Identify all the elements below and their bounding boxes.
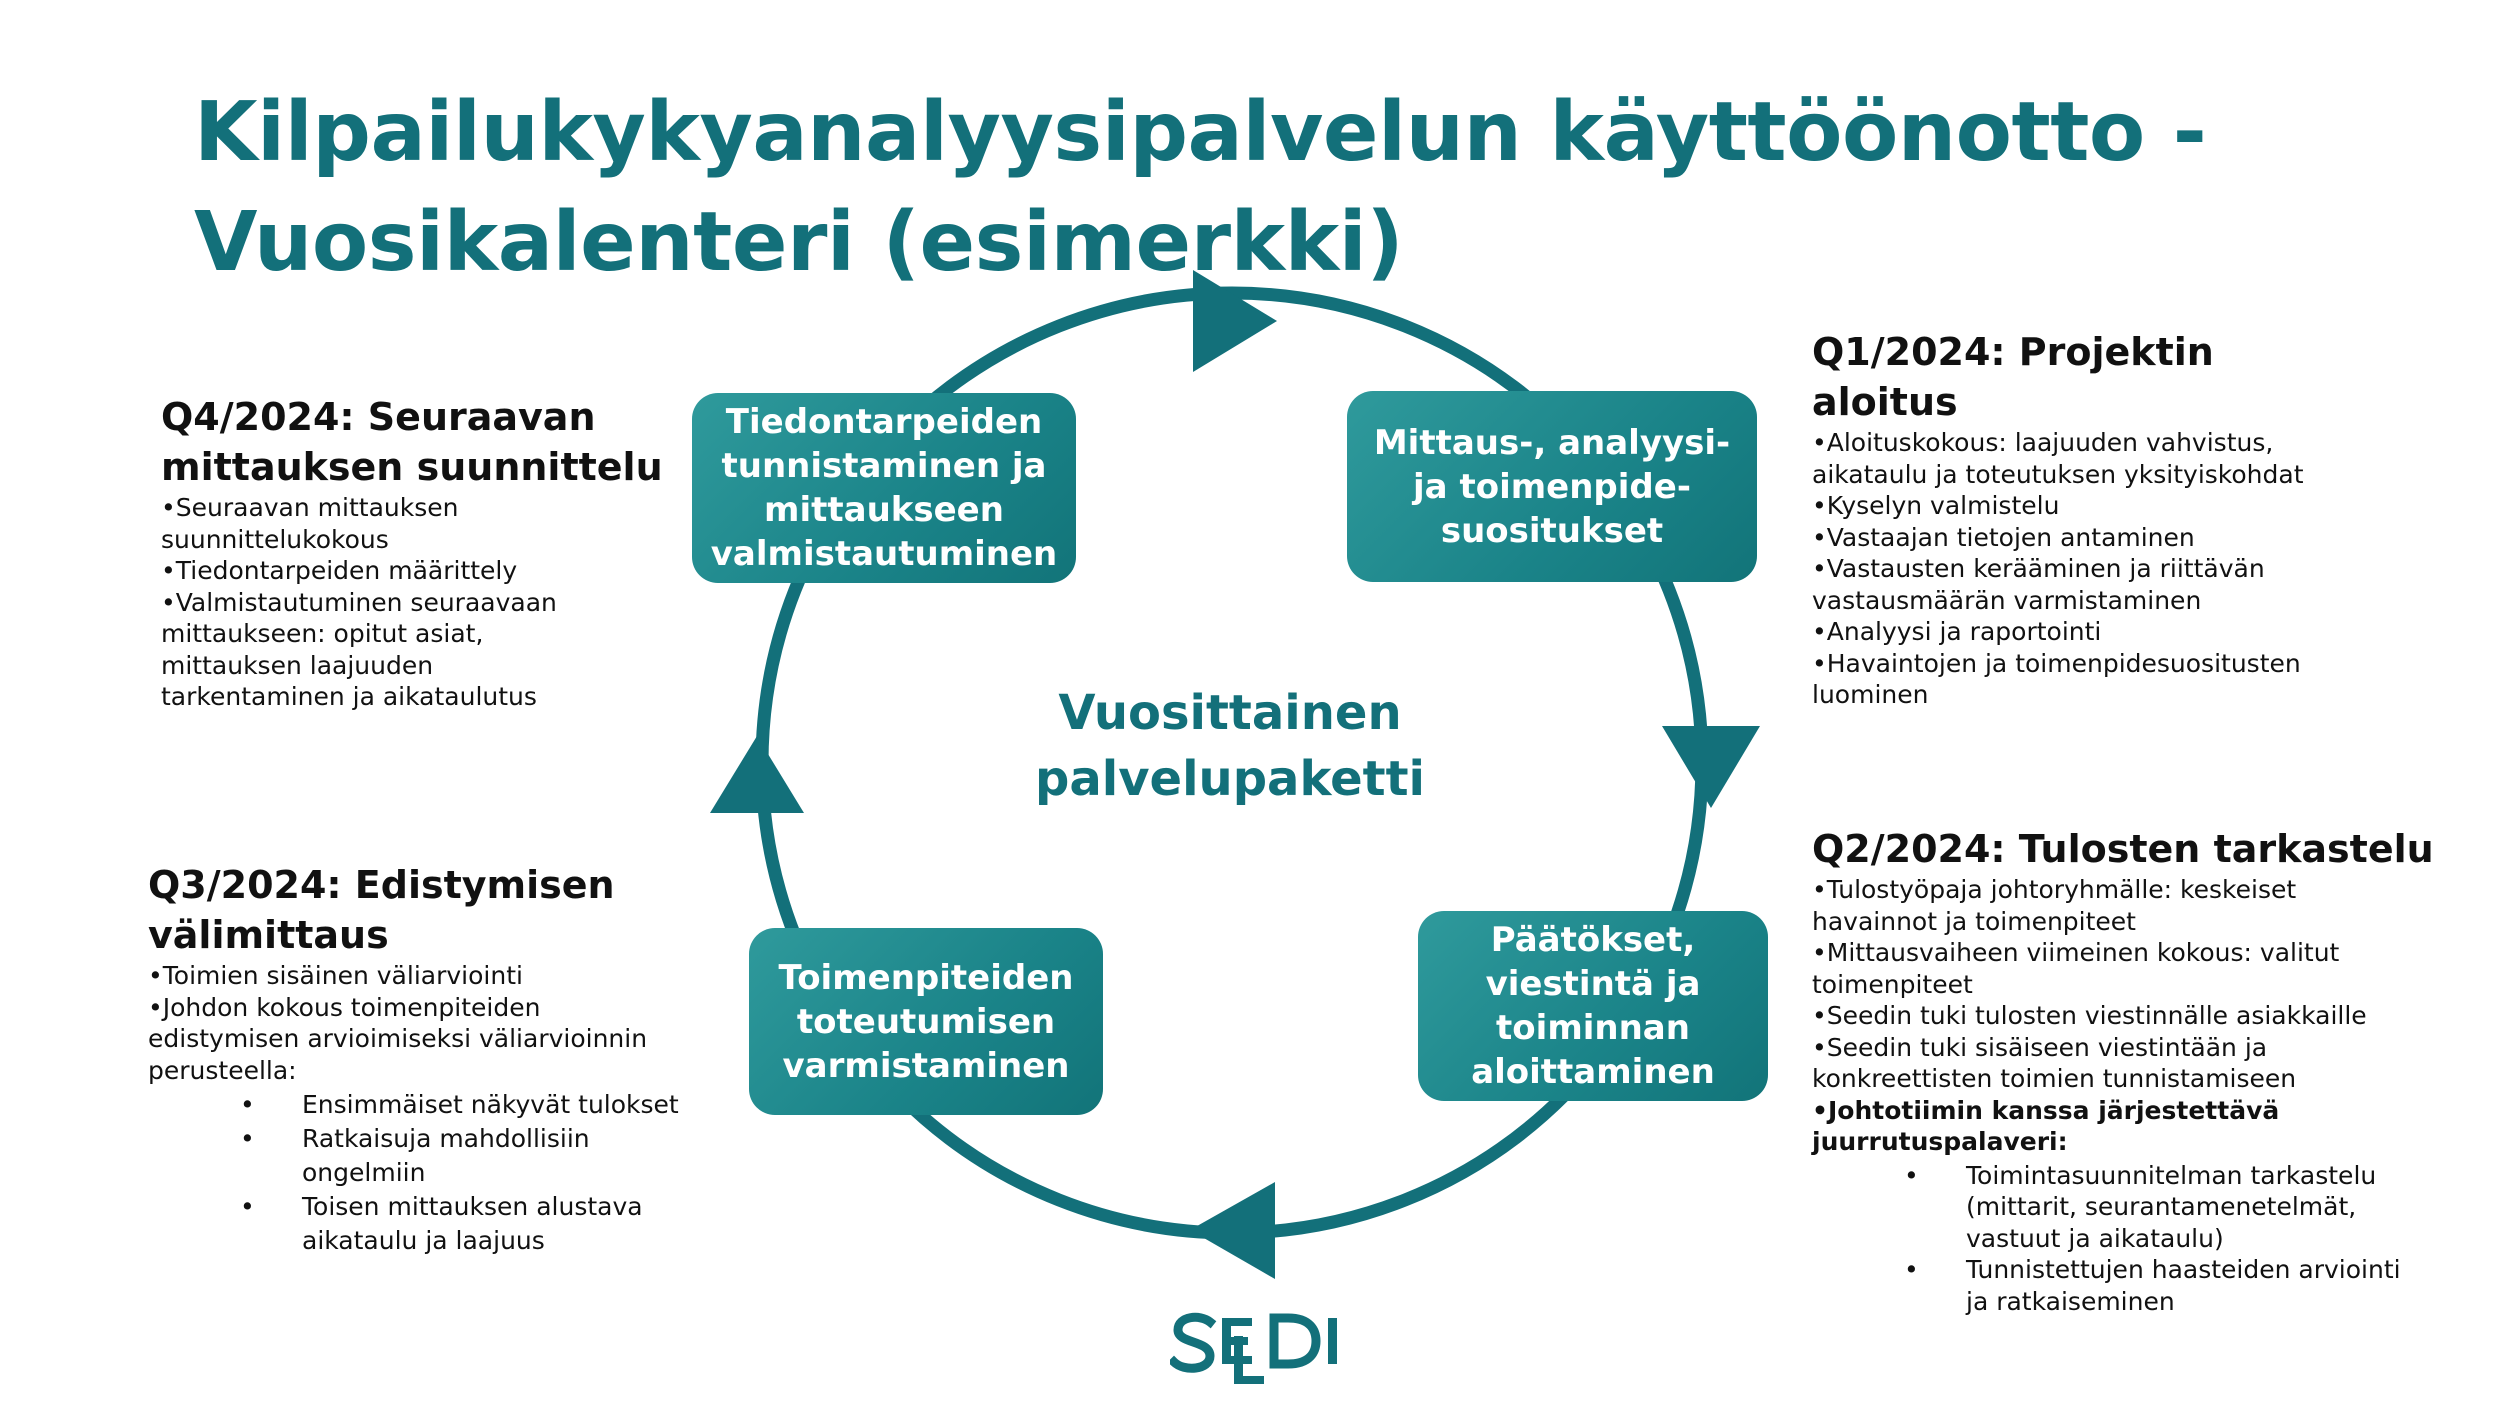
q4-item: •Valmistautuminen seuraavaan	[161, 587, 557, 617]
node-measures-verification: Toimenpiteiden toteutumisen varmistaminen	[749, 928, 1103, 1115]
q3-sub-item: • Ensimmäiset näkyvät tulokset	[240, 1090, 679, 1119]
center-label: Vuosittainen palvelupaketti	[1035, 685, 1425, 807]
q2-item: havainnot ja toimenpiteet	[1812, 906, 2136, 936]
q2-item: •Tulostyöpaja johtoryhmälle: keskeiset	[1812, 875, 2297, 904]
q4-item: mittauksen laajuuden	[161, 650, 434, 680]
q4-item: •Seuraavan mittauksen	[161, 493, 459, 522]
q4-heading: Q4/2024: Seuraavan mittauksen suunnittelu	[161, 395, 663, 489]
q3-item: edistymisen arvioimiseksi väliarvioinnin	[148, 1024, 648, 1053]
q1-block	[1812, 327, 2452, 711]
q2-item: •Seedin tuki sisäiseen viestintään ja	[1812, 1032, 2268, 1062]
q2-heading: Q2/2024: Tulosten tarkastelu	[1812, 827, 2434, 871]
q1-item: •Vastaajan tietojen antaminen	[1812, 522, 2195, 552]
q3-heading: Q3/2024: Edistymisen välimittaus	[148, 863, 615, 957]
node-decisions-communication: Päätökset, viestintä ja toiminnan aloittaminen	[1418, 911, 1768, 1101]
q2-sub-item: • Tunnistettujen haasteiden arviointi ja ratkaiseminen	[1904, 1255, 2401, 1316]
q4-item: mittaukseen: opitut asiat,	[161, 619, 484, 648]
q2-item: •Mittausvaiheen viimeinen kokous: valitut	[1812, 938, 2340, 967]
q4-block	[161, 392, 721, 713]
q2-item: konkreettisten toimien tunnistamiseen	[1812, 1064, 2297, 1093]
page-title-line-2: Vuosikalenteri (esimerkki)	[194, 195, 1404, 290]
q3-item: perusteella:	[148, 1055, 297, 1085]
cycle-arrow-top	[1193, 270, 1277, 372]
q2-item: toimenpiteet	[1812, 969, 1973, 999]
q3-block	[148, 860, 768, 1258]
q3-sub-list	[148, 1088, 768, 1258]
q3-item: •Johdon kokous toimenpiteiden	[148, 992, 541, 1022]
page-title-line-1: Kilpailukykyanalyysipalvelun käyttöönotto -	[194, 85, 2207, 180]
node-measurement-analysis: Mittaus-, analyysi- ja toimenpide- suositukset	[1347, 391, 1757, 582]
cycle-arrow-left	[710, 736, 804, 813]
q1-item: •Aloituskokous: laajuuden vahvistus,	[1812, 428, 2274, 457]
q1-heading: Q1/2024: Projektin aloitus	[1812, 330, 2214, 424]
q1-item: aikataulu ja toteutuksen yksityiskohdat	[1812, 459, 2304, 489]
q3-sub-item: • Toisen mittauksen alustava aikataulu ja laajuus	[240, 1192, 643, 1255]
q1-item: •Havaintojen ja toimenpidesuositusten	[1812, 648, 2301, 678]
q2-item-bold: juurrutuspalaveri:	[1812, 1127, 2068, 1156]
q2-sub-list	[1812, 1160, 2472, 1318]
q2-item: •Seedin tuki tulosten viestinnälle asiakkaille	[1812, 1001, 2367, 1030]
q2-item-bold: •Johtotiimin kanssa järjestettävä	[1812, 1095, 2280, 1125]
q4-item: suunnittelukokous	[161, 524, 389, 554]
cycle-arrow-right	[1662, 726, 1760, 808]
q1-item: vastausmäärän varmistaminen	[1812, 585, 2202, 615]
q1-item: luominen	[1812, 680, 1929, 709]
q1-item: •Kyselyn valmistelu	[1812, 491, 2060, 520]
cycle-arrow-bottom	[1190, 1182, 1275, 1279]
q1-item: •Vastausten kerääminen ja riittävän	[1812, 554, 2265, 583]
q1-item: •Analyysi ja raportointi	[1812, 617, 2102, 646]
q4-item: tarkentaminen ja aikataulutus	[161, 682, 537, 711]
seedi-logo	[1170, 1310, 1370, 1390]
q2-block	[1812, 824, 2472, 1317]
node-information-needs: Tiedontarpeiden tunnistaminen ja mittaukseen valmistautuminen	[692, 393, 1076, 583]
q4-item: •Tiedontarpeiden määrittely	[161, 556, 518, 585]
q2-sub-item: • Toimintasuunnitelman tarkastelu (mittarit, seurantamenetelmät, vastuut ja aikataulu)	[1904, 1160, 2377, 1253]
q3-item: •Toimien sisäinen väliarviointi	[148, 961, 523, 990]
q3-sub-item: • Ratkaisuja mahdollisiin ongelmiin	[240, 1124, 590, 1187]
